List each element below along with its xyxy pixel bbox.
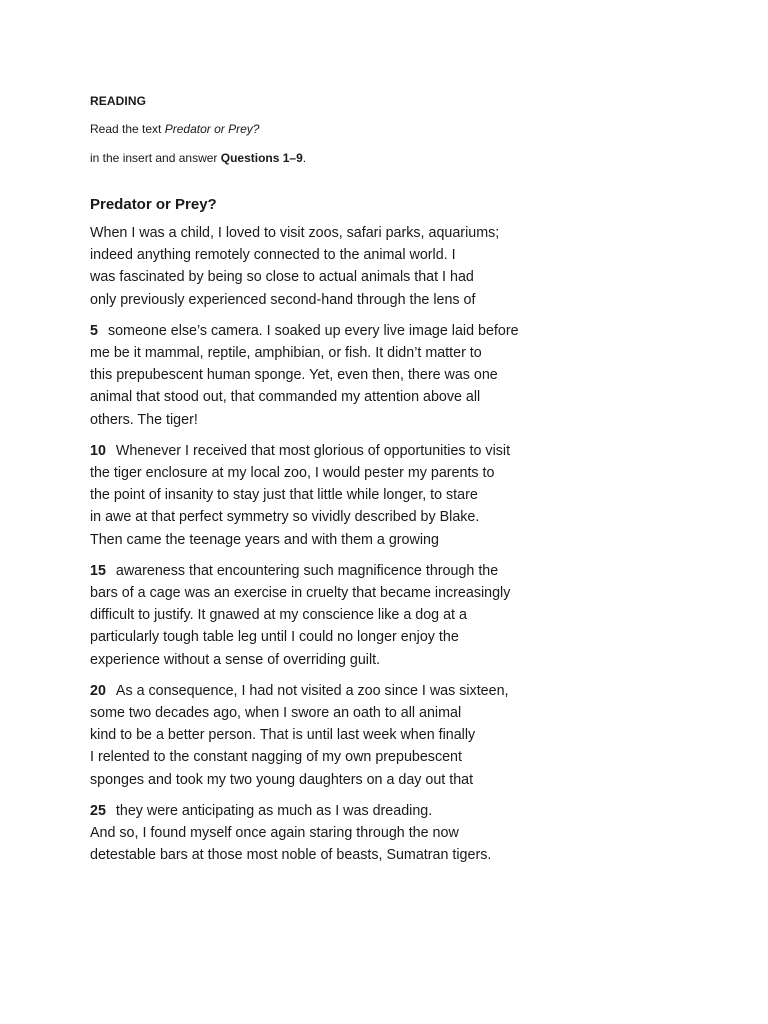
passage-line xyxy=(90,342,560,364)
line-text: animal that stood out, that commanded my attention above all xyxy=(90,389,481,406)
instruction-read-prefix: Read the text xyxy=(90,122,165,136)
line-number: 10 xyxy=(90,442,106,459)
passage-body xyxy=(90,222,560,866)
passage-line xyxy=(90,769,560,791)
passage-line xyxy=(90,649,560,671)
passage-line xyxy=(90,746,560,768)
line-text: this prepubescent human sponge. Yet, even then, there was one xyxy=(90,367,498,384)
passage-paragraph xyxy=(90,222,560,311)
line-text: Whenever I received that most glorious of opportunities to visit xyxy=(115,442,511,459)
passage-line xyxy=(90,529,560,551)
passage-paragraph xyxy=(90,560,560,671)
line-text: indeed anything remotely connected to the animal world. I xyxy=(90,247,456,264)
passage-line xyxy=(90,800,560,822)
passage-line xyxy=(90,364,560,386)
line-text: Then came the teenage years and with them a growing xyxy=(90,531,439,548)
passage-line xyxy=(90,560,560,582)
line-text: only previously experienced second-hand through the lens of xyxy=(90,291,476,308)
line-text: was fascinated by being so close to actual animals that I had xyxy=(90,269,474,286)
passage-line xyxy=(90,386,560,408)
line-text: kind to be a better person. That is until last week when finally xyxy=(90,727,476,744)
line-text: detestable bars at those most noble of beasts, Sumatran tigers. xyxy=(90,847,492,864)
section-heading: READING xyxy=(90,94,147,108)
passage-paragraph xyxy=(90,680,560,791)
passage-line xyxy=(90,440,560,462)
instruction-read xyxy=(90,121,560,137)
passage-paragraph xyxy=(90,800,560,867)
passage-line xyxy=(90,409,560,431)
instruction-answer xyxy=(90,150,560,166)
line-text: the point of insanity to stay just that little while longer, to stare xyxy=(90,487,478,504)
line-text: someone else’s camera. I soaked up every live image laid before xyxy=(107,322,519,339)
line-text: sponges and took my two young daughters on a day out that xyxy=(90,771,474,788)
passage-line xyxy=(90,462,560,484)
line-number: 20 xyxy=(90,682,106,699)
passage-line xyxy=(90,724,560,746)
line-text: the tiger enclosure at my local zoo, I would pester my parents to xyxy=(90,465,495,482)
passage-line xyxy=(90,702,560,724)
passage-line xyxy=(90,582,560,604)
line-text: in awe at that perfect symmetry so vividly described by Blake. xyxy=(90,509,480,526)
line-text: As a consequence, I had not visited a zoo since I was sixteen, xyxy=(115,682,509,699)
passage-line xyxy=(90,680,560,702)
line-text: some two decades ago, when I swore an oath to all animal xyxy=(90,705,462,722)
instruction-text-title: Predator or Prey? xyxy=(164,122,260,136)
passage-line xyxy=(90,266,560,288)
line-text: me be it mammal, reptile, amphibian, or fish. It didn’t matter to xyxy=(90,345,482,362)
passage-line xyxy=(90,822,560,844)
line-text: And so, I found myself once again staring through the now xyxy=(90,825,459,842)
instruction-answer-suffix: . xyxy=(302,151,307,165)
line-text: awareness that encountering such magnificence through the xyxy=(115,562,499,579)
passage-line xyxy=(90,244,560,266)
passage-paragraph xyxy=(90,320,560,431)
passage-line xyxy=(90,626,560,648)
passage-line xyxy=(90,320,560,342)
line-text: they were anticipating as much as I was dreading. xyxy=(115,802,433,819)
line-number: 25 xyxy=(90,802,106,819)
line-text: When I was a child, I loved to visit zoos, safari parks, aquariums; xyxy=(90,225,500,241)
line-text: difficult to justify. It gnawed at my conscience like a dog at a xyxy=(90,607,467,624)
line-number: 5 xyxy=(90,322,98,339)
line-text: I relented to the constant nagging of my own prepubescent xyxy=(90,749,462,766)
passage-line xyxy=(90,484,560,506)
passage-line xyxy=(90,844,560,866)
line-text: others. The tiger! xyxy=(90,411,198,428)
line-text: experience without a sense of overriding guilt. xyxy=(90,651,381,668)
passage-line xyxy=(90,506,560,528)
line-text: particularly tough table leg until I could no longer enjoy the xyxy=(90,629,459,646)
passage-paragraph xyxy=(90,440,560,551)
passage-line xyxy=(90,289,560,311)
line-text: bars of a cage was an exercise in cruelty that became increasingly xyxy=(90,585,511,602)
passage-title: Predator or Prey? xyxy=(90,196,217,213)
passage-line xyxy=(90,604,560,626)
instruction-answer-prefix: in the insert and answer xyxy=(90,151,221,165)
line-number: 15 xyxy=(90,562,106,579)
instruction-questions: Questions 1–9 xyxy=(220,151,303,165)
document-page xyxy=(90,94,560,875)
passage-line xyxy=(90,222,560,244)
